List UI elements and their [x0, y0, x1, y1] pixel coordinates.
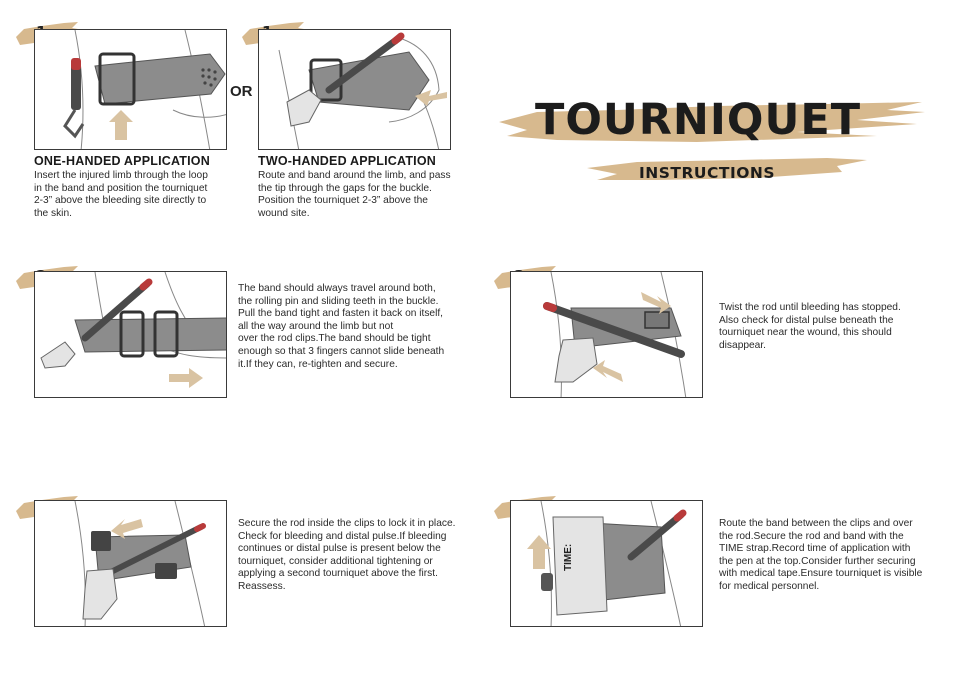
step-2-text: The band should always travel around both, the rolling pin and sliding teeth in the buckle. Pull the band tight and fasten it back on itself, all the way around the limb but not over the rod clips.The band should be tight enough so that 3 fingers cannot slide beneath it.If they can, re-tighten and secure. [238, 283, 445, 370]
title-banner [497, 92, 927, 192]
step-1a-text: Insert the injured limb through the loop in the band and position the tourniquet 2-3” above the bleeding site directly to the skin. [34, 170, 208, 219]
step-3-illustration [510, 271, 703, 398]
step-1b-heading: TWO-HANDED APPLICATION [258, 154, 436, 168]
step-4-text: Secure the rod inside the clips to lock it in place. Check for bleeding and distal pulse.If bleeding continues or distal pulse is present below the tourniquet, consider additional tightening or applying a second tourniquet above the first. Reassess. [238, 518, 456, 592]
step-5-illustration [510, 500, 703, 627]
step-1a-heading: ONE-HANDED APPLICATION [34, 154, 210, 168]
page-subtitle: INSTRUCTIONS [639, 164, 776, 182]
step-5-text: Route the band between the clips and over the rod.Secure the rod and band with the TIME strap.Record time of application with the pen at the top.Consider further securing with medical tape.Ensure tourniquet is visible for medical personnel. [719, 518, 923, 592]
step-4-illustration [34, 500, 227, 627]
step-2-illustration [34, 271, 227, 398]
step-1b-illustration [258, 29, 451, 150]
or-label: OR [230, 83, 253, 100]
step-3-text: Twist the rod until bleeding has stopped. Also check for distal pulse beneath the tourniquet near the wound, this should disappear. [719, 302, 901, 351]
time-strap-label: TIME: [563, 543, 574, 571]
page-title: TOURNIQUET [535, 95, 862, 145]
step-1a-illustration [34, 29, 227, 150]
step-1b-text: Route and band around the limb, and pass the tip through the gaps for the buckle. Position the tourniquet 2-3” above the wound site. [258, 170, 451, 219]
